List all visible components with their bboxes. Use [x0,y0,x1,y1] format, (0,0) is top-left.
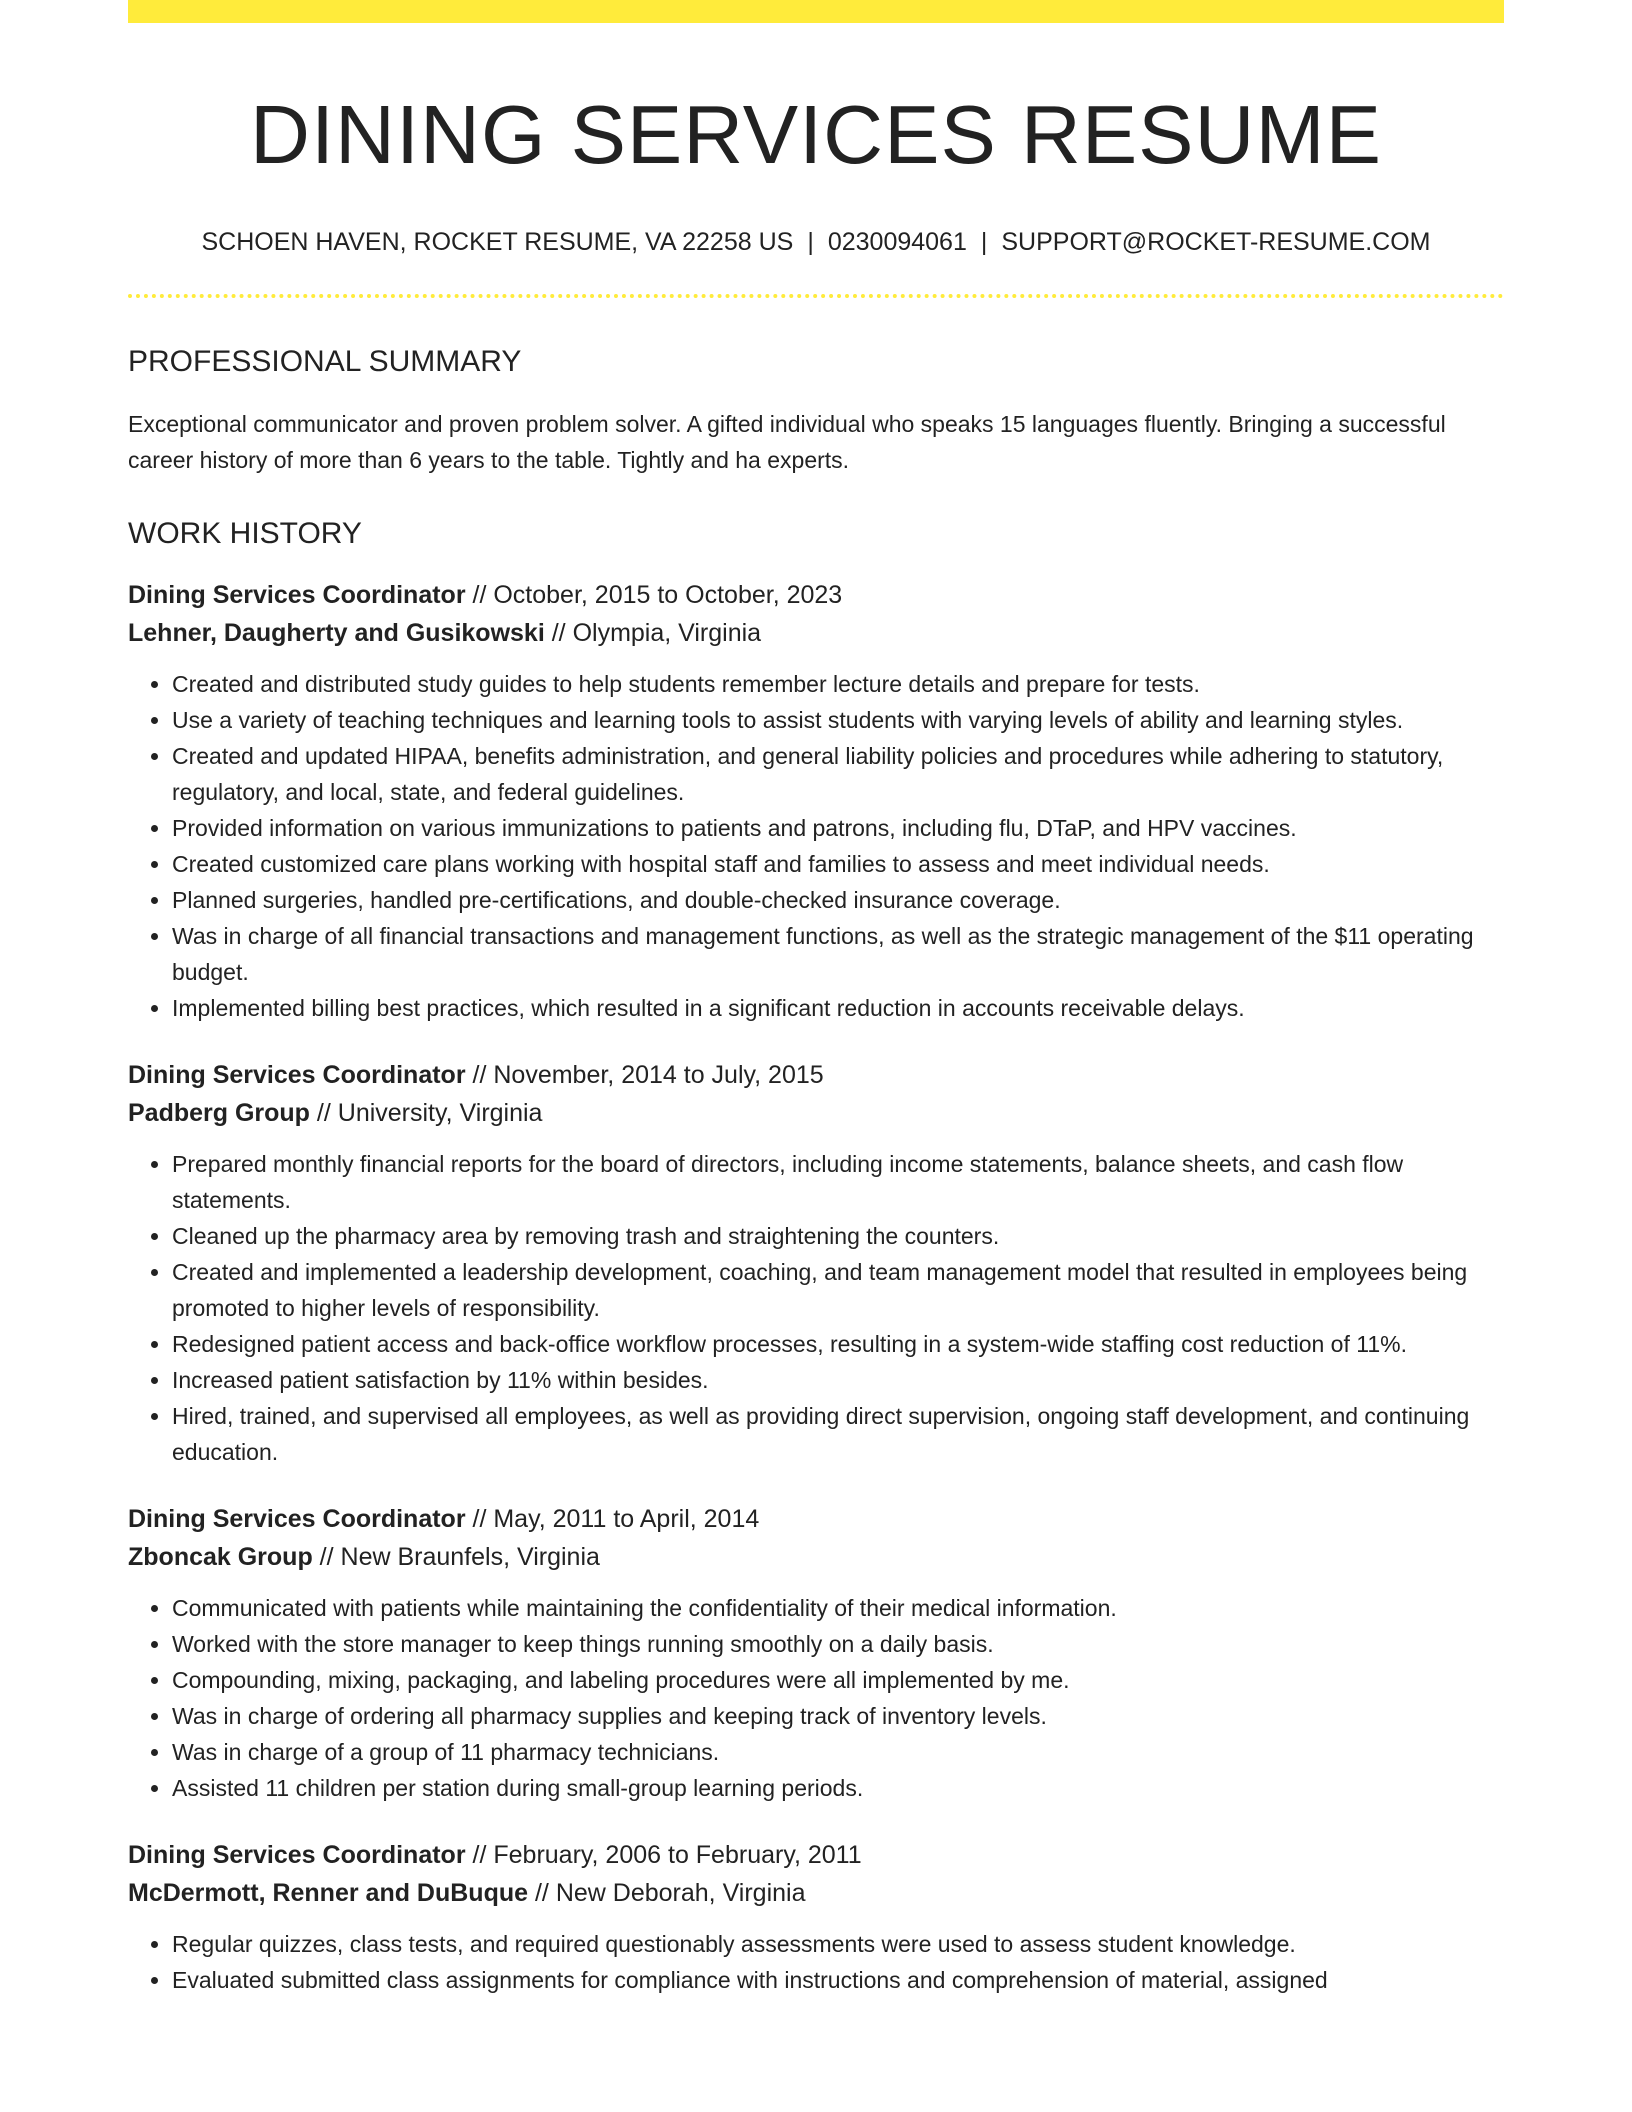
top-accent-bar [128,0,1504,23]
job-entry [128,1836,1504,1998]
duty-list [128,1146,1504,1470]
duty-item: • Worked with the store manager to keep things running smoothly on a daily basis. [172,1626,1504,1662]
contact-email: SUPPORT@ROCKET-RESUME.COM [1001,228,1431,257]
job-title-line [128,1500,1504,1538]
duty-item: • Provided information on various immunizations to patients and patrons, including flu, DTaP, and HPV vaccines. [172,810,1504,846]
duty-item: • Increased patient satisfaction by 11% within besides. [172,1362,1504,1398]
job-title: Dining Services Coordinator [128,1840,466,1869]
job-title-line [128,1056,1504,1094]
job-company: Padberg Group [128,1098,310,1127]
duty-item: • Hired, trained, and supervised all employees, as well as providing direct supervision, ongoing staff development, and continuing education. [172,1398,1504,1470]
duty-item: • Created and distributed study guides to help students remember lecture details and prepare for tests. [172,666,1504,702]
job-separator: // [544,618,573,647]
job-company-line [128,614,1504,652]
duty-list [128,666,1504,1026]
duty-item: • Was in charge of all financial transactions and management functions, as well as the strategic management of the $11 operating budget. [172,918,1504,990]
job-company: Lehner, Daugherty and Gusikowski [128,618,545,647]
duty-item: • Created and updated HIPAA, benefits administration, and general liability policies and procedures while adhering to statutory, regulatory, and local, state, and federal guidelines. [172,738,1504,810]
job-company: McDermott, Renner and DuBuque [128,1878,529,1907]
duty-item: • Prepared monthly financial reports for the board of directors, including income statements, balance sheets, and cash flow statements. [172,1146,1504,1218]
duty-item: • Was in charge of a group of 11 pharmacy technicians. [172,1734,1504,1770]
summary-text: Exceptional communicator and proven problem solver. A gifted individual who speaks 15 languages fluently. Bringing a successful career history of more than 6 years to the table. Tightly and ha experts. [128,410,1446,473]
duty-item: • Cleaned up the pharmacy area by removing trash and straightening the counters. [172,1218,1504,1254]
duty-item: • Implemented billing best practices, which resulted in a significant reduction in accounts receivable delays. [172,990,1504,1026]
duty-list [128,1926,1504,1998]
job-company-line [128,1094,1504,1132]
job-location: Olympia, Virginia [572,618,762,647]
job-title: Dining Services Coordinator [128,1504,466,1533]
duty-item: • Created customized care plans working with hospital staff and families to assess and meet individual needs. [172,846,1504,882]
job-separator: // [465,580,494,609]
duty-list [128,1590,1504,1806]
duty-item: • Assisted 11 children per station during small-group learning periods. [172,1770,1504,1806]
duty-item: • Communicated with patients while maintaining the confidentiality of their medical information. [172,1590,1504,1626]
job-location: New Braunfels, Virginia [340,1542,600,1571]
job-title: Dining Services Coordinator [128,1060,466,1089]
duty-item: • Regular quizzes, class tests, and required questionably assessments were used to assess student knowledge. [172,1926,1504,1962]
page-title: DINING SERVICES RESUME [250,88,1382,181]
job-company-line [128,1538,1504,1576]
work-history-list [128,576,1504,1998]
job-location: New Deborah, Virginia [555,1878,806,1907]
duty-item: • Compounding, mixing, packaging, and labeling procedures were all implemented by me. [172,1662,1504,1698]
contact-separator: | [980,228,988,257]
resume-page [128,0,1504,1998]
duty-item: • Redesigned patient access and back-office workflow processes, resulting in a system-wide staffing cost reduction of 11%. [172,1326,1504,1362]
job-entry [128,576,1504,1026]
job-dates: May, 2011 to April, 2014 [493,1504,760,1533]
job-title: Dining Services Coordinator [128,580,466,609]
contact-address: SCHOEN HAVEN, ROCKET RESUME, VA 22258 US [201,228,794,257]
contact-phone: 0230094061 [827,228,967,257]
job-company: Zboncak Group [128,1542,313,1571]
job-separator: // [309,1098,338,1127]
job-dates: February, 2006 to February, 2011 [493,1840,862,1869]
job-location: University, Virginia [337,1098,543,1127]
job-separator: // [465,1504,494,1533]
job-company-line [128,1874,1504,1912]
job-separator: // [465,1060,494,1089]
duty-item: • Planned surgeries, handled pre-certifications, and double-checked insurance coverage. [172,882,1504,918]
job-title-line [128,1836,1504,1874]
duty-item: • Was in charge of ordering all pharmacy supplies and keeping track of inventory levels. [172,1698,1504,1734]
contact-line [128,226,1504,259]
job-separator: // [312,1542,341,1571]
duty-item: • Evaluated submitted class assignments for compliance with instructions and comprehension of material, assigned [172,1962,1504,1998]
job-title-line [128,576,1504,614]
job-separator: // [528,1878,556,1907]
summary-heading: PROFESSIONAL SUMMARY [128,344,522,378]
job-dates: November, 2014 to July, 2015 [493,1060,824,1089]
duty-item: • Use a variety of teaching techniques and learning tools to assist students with varying levels of ability and learning styles. [172,702,1504,738]
job-entry [128,1056,1504,1470]
job-entry [128,1500,1504,1806]
job-dates: October, 2015 to October, 2023 [493,580,843,609]
job-separator: // [465,1840,494,1869]
dotted-divider [128,294,1504,298]
work-history-heading: WORK HISTORY [128,516,362,550]
duty-item: • Created and implemented a leadership development, coaching, and team management model that resulted in employees being promoted to higher levels of responsibility. [172,1254,1504,1326]
contact-separator: | [807,228,814,257]
